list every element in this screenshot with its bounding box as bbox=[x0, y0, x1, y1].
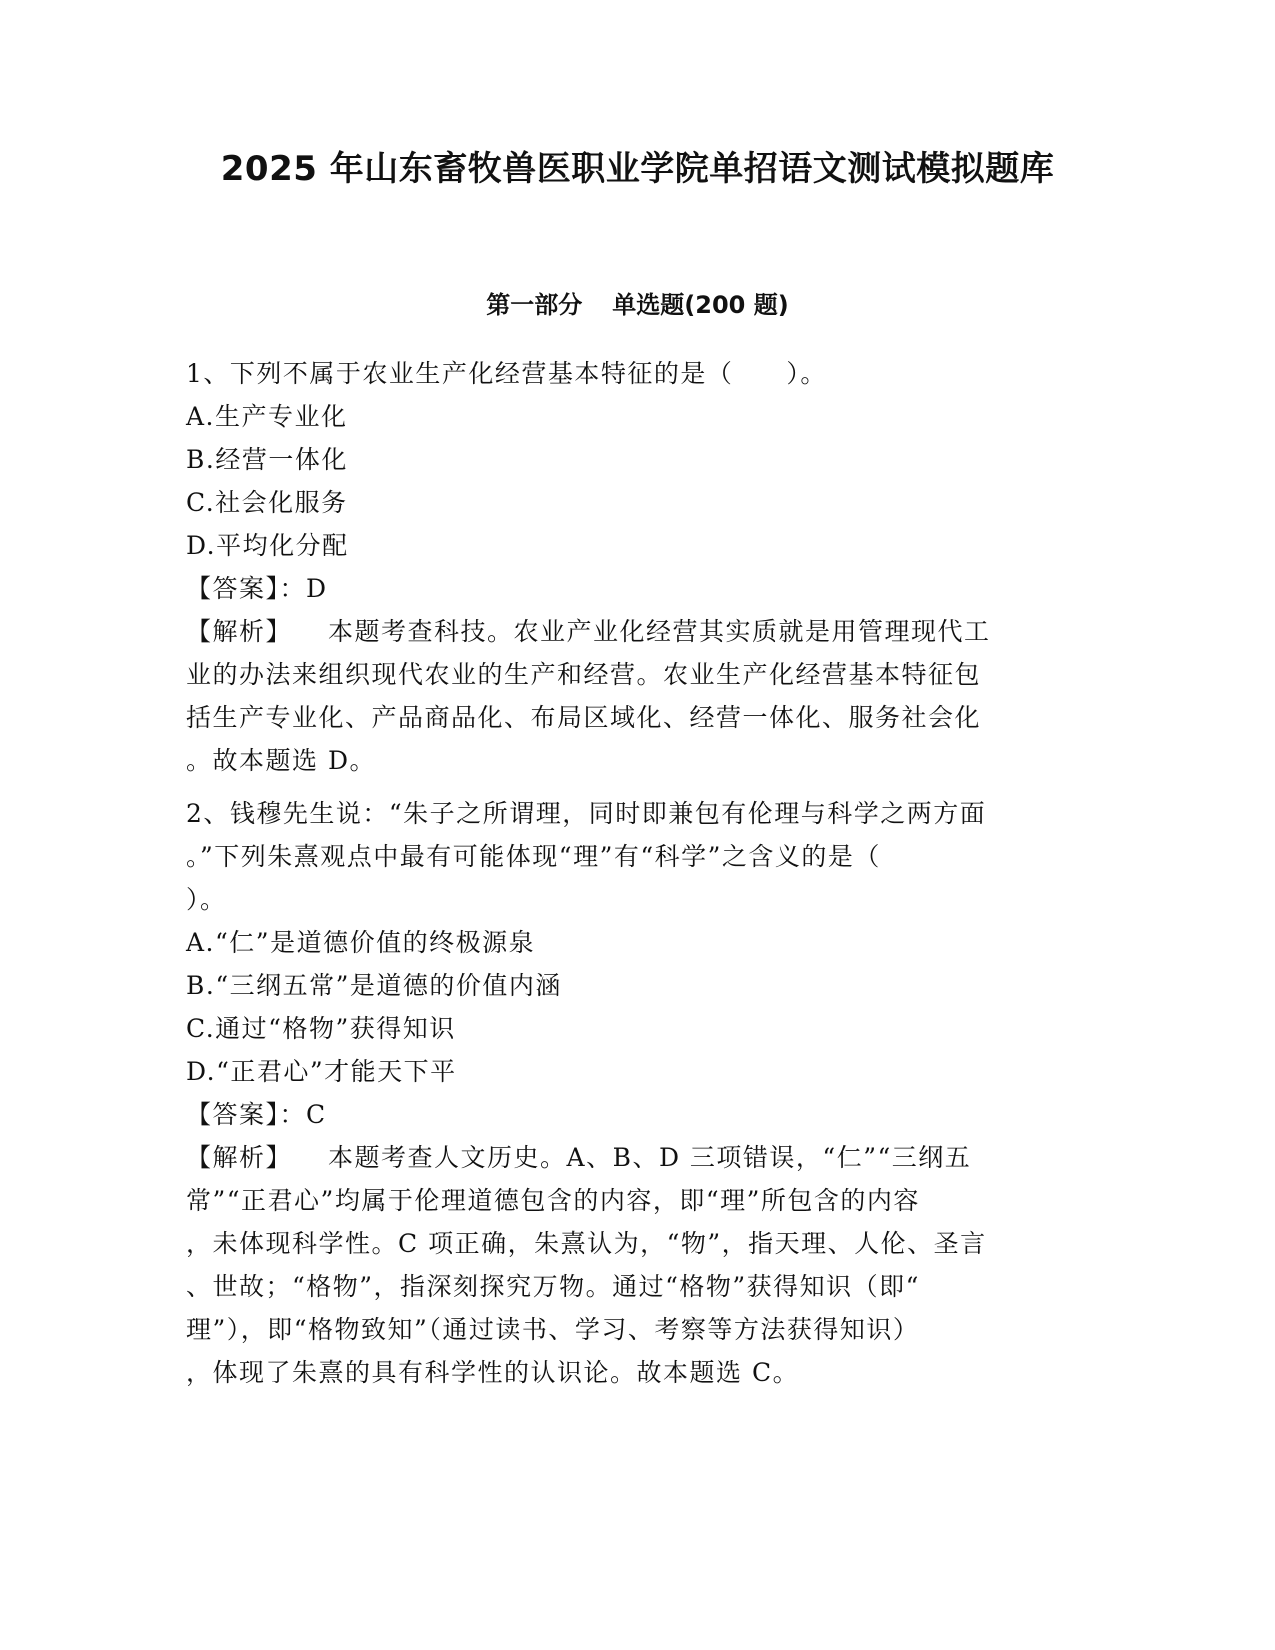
analysis-label: 【解析】 bbox=[186, 1143, 293, 1172]
question-item bbox=[186, 792, 1086, 1394]
option-c: C.通过“格物”获得知识 bbox=[186, 1014, 456, 1043]
analysis-block bbox=[186, 1136, 1086, 1394]
question-list bbox=[186, 352, 1086, 1394]
answer-line bbox=[186, 1093, 1086, 1136]
analysis-text: 括生产专业化、产品商品化、布局区域化、经营一体化、服务社会化 bbox=[186, 703, 982, 732]
answer-value: D bbox=[306, 574, 328, 603]
option-b: B.经营一体化 bbox=[186, 445, 348, 474]
option-a: A.生产专业化 bbox=[186, 402, 348, 431]
question-stem: ）。 bbox=[186, 885, 227, 914]
section-heading bbox=[0, 289, 1275, 321]
analysis-label: 【解析】 bbox=[186, 617, 293, 646]
analysis-text: 常”“正君心”均属于伦理道德包含的内容，即“理”所包含的内容 bbox=[186, 1186, 920, 1215]
option-d: D.“正君心”才能天下平 bbox=[186, 1057, 457, 1086]
question-item bbox=[186, 352, 1086, 782]
analysis-text: 本题考查科技。农业产业化经营其实质就是用管理现代工 bbox=[328, 617, 991, 646]
question-stem: 。”下列朱熹观点中最有可能体现“理”有“科学”之含义的是（ bbox=[186, 842, 881, 871]
option-a: A.“仁”是道德价值的终极源泉 bbox=[186, 928, 536, 957]
question-stem: 2、钱穆先生说：“朱子之所谓理，同时即兼包有伦理与科学之两方面 bbox=[186, 799, 987, 828]
analysis-text: 、世故；“格物”，指深刻探究万物。通过“格物”获得知识（即“ bbox=[186, 1272, 920, 1301]
section-name: 单选题(200 题) bbox=[612, 291, 789, 319]
option-b: B.“三纲五常”是道德的价值内涵 bbox=[186, 971, 562, 1000]
analysis-text: 。故本题选 D。 bbox=[186, 746, 376, 775]
question-stem: 1、下列不属于农业生产化经营基本特征的是（ ）。 bbox=[186, 359, 827, 388]
analysis-text: ，体现了朱熹的具有科学性的认识论。故本题选 C。 bbox=[186, 1358, 800, 1387]
analysis-text: ，未体现科学性。C 项正确，朱熹认为，“物”，指天理、人伦、圣言 bbox=[186, 1229, 987, 1258]
option-c: C.社会化服务 bbox=[186, 488, 348, 517]
option-d: D.平均化分配 bbox=[186, 531, 349, 560]
document-title: 2025 年山东畜牧兽医职业学院单招语文测试模拟题库 bbox=[220, 149, 1055, 189]
section-part: 第一部分 bbox=[486, 291, 583, 319]
answer-line bbox=[186, 567, 1086, 610]
answer-label: 【答案】： bbox=[186, 1100, 307, 1129]
analysis-text: 理”），即“格物致知”（通过读书、学习、考察等方法获得知识） bbox=[186, 1315, 920, 1344]
analysis-text: 业的办法来组织现代农业的生产和经营。农业生产化经营基本特征包 bbox=[186, 660, 982, 689]
analysis-text: 本题考查人文历史。A、B、D 三项错误，“仁”“三纲五 bbox=[328, 1143, 972, 1172]
analysis-block bbox=[186, 610, 1086, 782]
answer-value: C bbox=[306, 1100, 327, 1129]
answer-label: 【答案】： bbox=[186, 574, 307, 603]
